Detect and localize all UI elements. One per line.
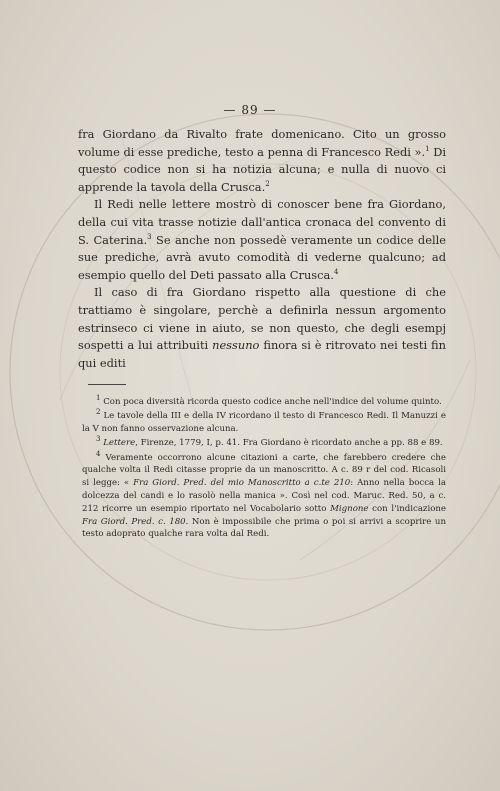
text-run: Di questo codice non si ha notizia alcuna; e nulla di nuovo ci apprende la tavola della Crusca. <box>78 144 446 194</box>
italic-run: Lettere <box>103 438 136 449</box>
paragraph <box>78 284 446 372</box>
footnote <box>82 449 447 542</box>
text-run: , Firenze, 1779, I, p. 41. Fra Giordano è ricordato anche a pp. 88 e 89. <box>135 438 443 449</box>
text-run: con l'indicazione <box>368 503 447 514</box>
text-run: : Anno nella bocca la dolcezza del candi e lo rasolò nella manica ». Così nel cod. Maruc. Red. 50, a c. 212 ricorre un esempio riportato nel Vocabolario sotto <box>82 478 446 514</box>
footnote-marker: 3 <box>147 232 152 241</box>
footnote <box>82 410 446 436</box>
text-run: . Non è impossibile che prima o poi si arrivi a scoprire un testo adoprato qualche rara volta dal Redi. <box>82 516 446 540</box>
footnote-marker: 1 <box>96 394 101 403</box>
footnote-marker: 3 <box>96 435 101 444</box>
italic-run: nessuno <box>212 338 260 353</box>
footnote-marker: 4 <box>333 267 339 276</box>
text-run: fra Giordano da Rivalto frate domenicano. Cito un grosso volume di esse prediche, testo a penna di Francesco Redi ». <box>78 127 446 159</box>
main-text <box>78 126 446 372</box>
text-run: Con poca diversità ricorda questo codice anche nell'indice del volume quinto. <box>100 397 442 407</box>
text-run: Il Redi nelle lettere mostrò di conoscer bene fra Giordano, della cui vita trasse notizie dall'antica cronaca del convento di S. Caterina. <box>78 197 446 247</box>
italic-run: Fra Giord. Pred. c. 180 <box>82 516 186 527</box>
footnote-marker: 2 <box>96 408 101 417</box>
paragraph <box>78 126 446 196</box>
text-run: Veramente occorrono alcune citazioni a carte, che farebbero credere che qualche volta il Redi citasse proprie da un manoscritto. A c. 89 r del cod. Ricasoli si legge: « <box>82 452 446 489</box>
text-run: Il caso di fra Giordano rispetto alla questione di che trattiamo è singolare, perchè a definirla nessun argomento estrinseco ci viene in aiuto, se non questo, che degli esempj sospetti a lui attribuiti <box>78 285 446 353</box>
text-run: finora si è ritrovato nei testi fin qui editi <box>78 338 446 370</box>
footnote <box>82 437 446 450</box>
footnotes <box>82 396 446 543</box>
italic-run: Fra Giord. Pred. del mio Manoscritto a c.te 210 <box>133 478 351 489</box>
text-run: Se anche non possedè veramente un codice delle sue prediche, avrà avuto comodità di vederne qualcuno; ad esempio quello del Deti passato alla Crusca. <box>78 232 446 282</box>
footnote <box>82 396 446 409</box>
paragraph <box>78 196 446 284</box>
footnote-separator <box>88 384 126 385</box>
italic-run: Mignone <box>330 503 369 514</box>
footnote-marker: 2 <box>265 179 270 188</box>
text-run: Le tavole della III e della IV ricordano il testo di Francesco Redi. Il Manuzzi e la V non fanno osservazione alcuna. <box>82 411 446 435</box>
footnote-marker: 4 <box>96 449 101 458</box>
page-number: — 89 — <box>223 103 277 117</box>
footnote-marker: 1 <box>425 144 430 153</box>
